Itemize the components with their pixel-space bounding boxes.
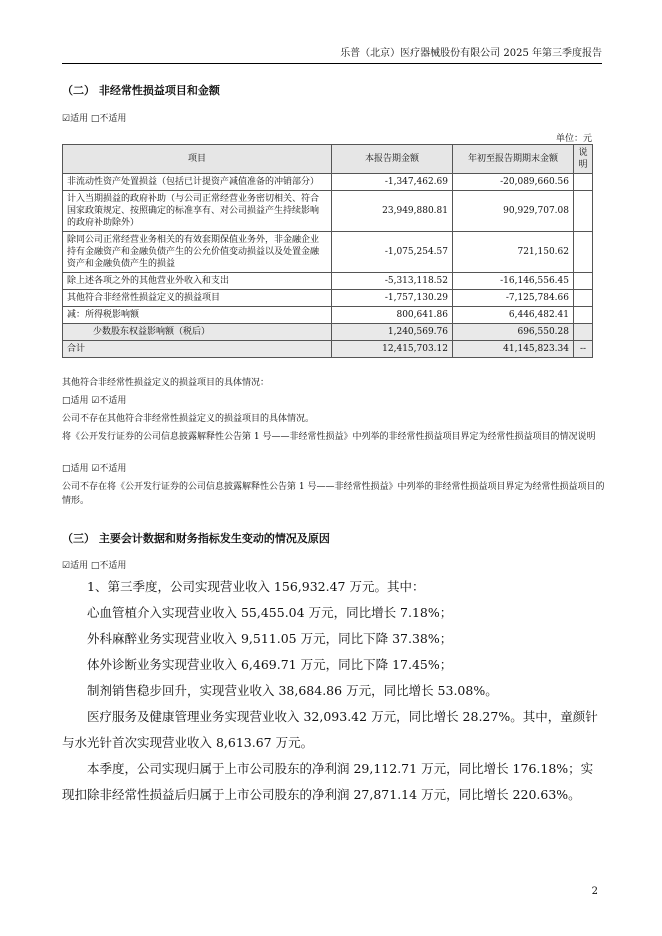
unit-label: 单位：元: [555, 134, 592, 144]
row-current: -5,313,118.52: [332, 273, 453, 290]
row-ytd: 721,150.62: [453, 232, 574, 273]
row-current: -1,757,130.29: [332, 290, 453, 307]
row-ytd: 6,446,482.41: [453, 307, 574, 324]
row-current: 1,240,569.76: [332, 324, 453, 341]
row-item: 合计: [63, 341, 332, 358]
row-note: [574, 191, 593, 232]
paragraph: 制剂销售稳步回升，实现营业收入 38,684.86 万元，同比增长 53.08%。: [87, 683, 498, 698]
row-current: 23,949,880.81: [332, 191, 453, 232]
row-current: 800,641.86: [332, 307, 453, 324]
paragraph: 1、第三季度，公司实现营业收入 156,932.47 万元。其中：: [87, 579, 425, 594]
row-note: [574, 174, 593, 191]
row-ytd: 90,929,707.08: [453, 191, 574, 232]
other-items-desc: 其他符合非经常性损益定义的损益项目的具体情况：: [62, 378, 270, 388]
row-item: 其他符合非经常性损益定义的损益项目: [63, 290, 332, 307]
row-current: -1,075,254.57: [332, 232, 453, 273]
table-row: [63, 324, 593, 341]
row-item: 计入当期损益的政府补助（与公司正常经营业务密切相关、符合国家政策规定、按照确定的标准享有、对公司损益产生持续影响的政府补助除外）: [63, 191, 332, 232]
row-note: [574, 324, 593, 341]
other-items-text: 公司不存在其他符合非经常性损益定义的损益项目的具体情况。: [62, 414, 315, 424]
row-item: 非流动性资产处置损益（包括已计提资产减值准备的冲销部分）: [63, 174, 332, 191]
table-row: [63, 232, 593, 273]
table-row: [63, 273, 593, 290]
table-row: [63, 174, 593, 191]
row-note: --: [574, 341, 593, 358]
column-header: 项目: [63, 145, 332, 174]
row-ytd: 696,550.28: [453, 324, 574, 341]
row-item: 少数股东权益影响额（税后）: [63, 324, 332, 341]
applicability-check: ☑适用 □不适用: [62, 114, 127, 124]
row-note: [574, 307, 593, 324]
paragraph: 外科麻醉业务实现营业收入 9,511.05 万元，同比下降 37.38%；: [87, 631, 453, 646]
reclass-applicability: □适用 ☑不适用: [62, 464, 127, 474]
header-rule: [62, 63, 602, 64]
section-title-nonrecurring: （二） 非经常性损益项目和金额: [62, 84, 220, 97]
column-header: 年初至报告期期末金额: [453, 145, 574, 174]
row-current: 12,415,703.12: [332, 341, 453, 358]
section-title-changes: （三） 主要会计数据和财务指标发生变动的情况及原因: [62, 532, 330, 545]
paragraph: 体外诊断业务实现营业收入 6,469.71 万元，同比下降 17.45%；: [87, 657, 453, 672]
table-header-row: [63, 145, 593, 174]
table-row-total: [63, 341, 593, 358]
page-header: 乐普（北京）医疗器械股份有限公司 2025 年第三季度报告: [340, 48, 602, 59]
section3-body: [62, 574, 602, 808]
paragraph: 医疗服务及健康管理业务实现营业收入 32,093.42 万元，同比增长 28.27%。其中，童颜针与水光针首次实现营业收入 8,613.67 万元。: [62, 709, 598, 750]
row-ytd: -16,146,556.45: [453, 273, 574, 290]
page-number: 2: [591, 886, 598, 897]
table-row: [63, 307, 593, 324]
column-header: 本报告期金额: [332, 145, 453, 174]
row-item: 除上述各项之外的其他营业外收入和支出: [63, 273, 332, 290]
paragraph: 本季度，公司实现归属于上市公司股东的净利润 29,112.71 万元，同比增长 176.18%；实现扣除非经常性损益后归属于上市公司股东的净利润 27,871.14 万元，同比增长 220.63%。: [62, 761, 594, 802]
row-ytd: -20,089,660.56: [453, 174, 574, 191]
row-item: 除同公司正常经营业务相关的有效套期保值业务外，非金融企业持有金融资产和金融负债产生的公允价值变动损益以及处置金融资产和金融负债产生的损益: [63, 232, 332, 273]
table-row: [63, 290, 593, 307]
row-note: [574, 232, 593, 273]
row-item: 减：所得税影响额: [63, 307, 332, 324]
nonrecurring-table: [62, 144, 593, 358]
row-note: [574, 273, 593, 290]
reclass-desc: 将《公开发行证券的公司信息披露解释性公告第 1 号——非经常性损益》中列举的非经常性损益项目界定为经常性损益项目的情况说明: [62, 432, 596, 442]
section3-applicability: ☑适用 □不适用: [62, 561, 127, 571]
table-row: [63, 191, 593, 232]
row-ytd: 41,145,823.34: [453, 341, 574, 358]
other-items-applicability: □适用 ☑不适用: [62, 396, 127, 406]
row-note: [574, 290, 593, 307]
reclass-text: 公司不存在将《公开发行证券的公司信息披露解释性公告第 1 号——非经常性损益》中列举的非经常性损益项目界定为经常性损益项目的情形。: [62, 482, 605, 506]
row-ytd: -7,125,784.66: [453, 290, 574, 307]
row-current: -1,347,462.69: [332, 174, 453, 191]
paragraph: 心血管植介入实现营业收入 55,455.04 万元，同比增长 7.18%；: [87, 605, 453, 620]
column-header: 说明: [574, 145, 593, 174]
